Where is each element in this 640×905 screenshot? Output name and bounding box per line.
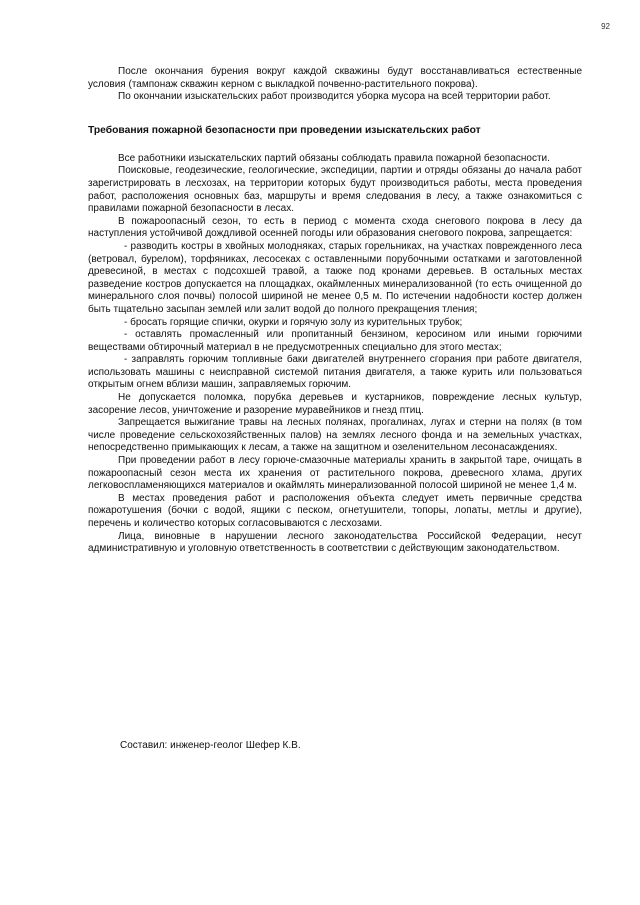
paragraph: При проведении работ в лесу горюче-смазочные материалы хранить в закрытой таре, очищать в пожароопасный сезон места их хранения от растительного покрова, древесного хлама, других легковоспламеняющихся материалов и окаймлять минерализованной полосой шириной не менее 1,4 м. bbox=[88, 455, 582, 492]
section-title: Требования пожарной безопасности при проведении изыскательских работ bbox=[88, 124, 481, 136]
list-item: - бросать горящие спички, окурки и горячую золу из курительных трубок; bbox=[124, 316, 463, 328]
document-body bbox=[88, 66, 582, 556]
paragraph: Запрещается выжигание травы на лесных полянах, прогалинах, лугах и стерни на полях (в том числе проведение сельскохозяйственных палов) на землях лесного фонда и на земельных участках, непосредственно примыкающих к лесам, а также на защитном и озеленительном лесонасаждениях. bbox=[88, 417, 582, 454]
paragraph: Не допускается поломка, порубка деревьев и кустарников, повреждение лесных культур, засорение лесов, уничтожение и разорение муравейников и гнезд птиц. bbox=[88, 392, 582, 416]
list-item: - оставлять промасленный или пропитанный бензином, керосином или иными горючими веществами обтирочный материал в не предусмотренных специально для этого местах; bbox=[88, 329, 582, 353]
signature: Составил: инженер-геолог Шефер К.В. bbox=[120, 740, 301, 751]
spacer bbox=[88, 138, 582, 153]
paragraph: В местах проведения работ и расположения объекта следует иметь первичные средства пожаротушения (бочки с водой, ящики с песком, огнетушители, топоры, лопаты, метлы и другие), перечень и количество которых согласовываются с лесхозами. bbox=[88, 492, 582, 529]
paragraph: В пожароопасный сезон, то есть в период с момента схода снегового покрова в лесу да наступления устойчивой дождливой осенней погоды или образования снегового покрова, запрещается: bbox=[88, 215, 582, 240]
paragraph: Все работники изыскательских партий обязаны соблюдать правила пожарной безопасности. bbox=[118, 152, 550, 164]
list-item: - заправлять горючим топливные баки двигателей внутреннего сгорания при работе двигателя, использовать машины с неисправной системой питания двигателя, а также курить или пользоваться открытым огнем вблизи машин, заправляемых горючим. bbox=[88, 354, 582, 391]
list-item: - разводить костры в хвойных молодняках, старых горельниках, на участках поврежденного леса (ветровал, бурелом), торфяниках, лесосеках с оставленными порубочными остатками и заготовленной древесиной, в местах с подсохшей травой, а также под кронами деревьев. В остальных местах разведение костров допускается на площадках, окаймленных минерализованной (то есть очищенной до минерального слоя почвы) полосой шириной не менее 0,5 м. По истечении надобности костер должен быть тщательно засыпан землей или залит водой до полного прекращения тления; bbox=[88, 240, 582, 315]
fire-safety-requirements bbox=[88, 153, 582, 556]
paragraph: Лица, виновные в нарушении лесного законодательства Российской Федерации, несут административную и уголовную ответственность в соответствии с действующим законодательством. bbox=[88, 530, 582, 555]
spacer bbox=[88, 104, 582, 124]
paragraph: Поисковые, геодезические, геологические, экспедиции, партии и отряды обязаны до начала работ зарегистрировать в лесхозах, на территории которых будут производиться работы, места проведения работ, расположения основных баз, маршруты и время следования в лесу, а также ознакомиться с правилами пожарной безопасности в лесах. bbox=[88, 165, 582, 215]
paragraph-restoration: После окончания бурения вокруг каждой скважины будут восстанавливаться естественные условия (тампонаж скважин керном с выкладкой почвенно-растительного покрова). bbox=[88, 66, 582, 90]
paragraph-cleanup: По окончании изыскательских работ производится уборка мусора на всей территории работ. bbox=[118, 91, 551, 103]
page-number: 92 bbox=[601, 22, 610, 31]
